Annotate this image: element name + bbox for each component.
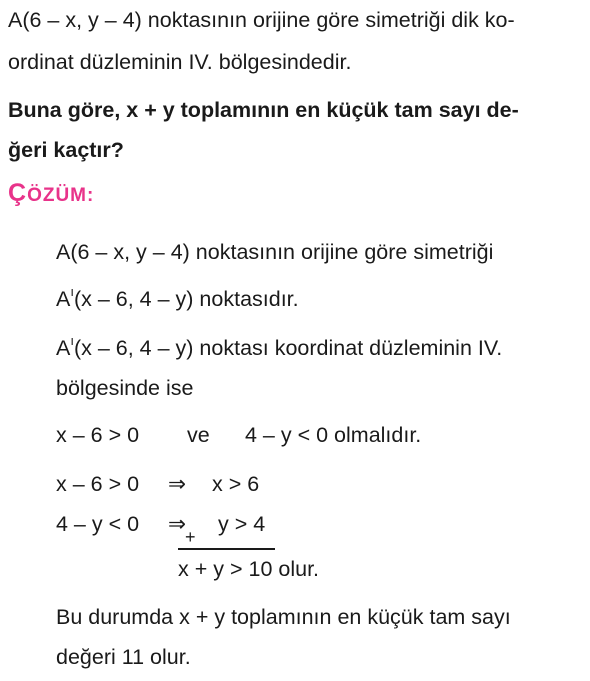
solution-line-4: bölgesinde ise bbox=[56, 376, 194, 400]
step-1-left: x – 6 > 0 bbox=[56, 472, 140, 496]
prime-mark: ı bbox=[70, 333, 74, 348]
inequality-y: 4 – y < 0 olmalıdır. bbox=[245, 423, 422, 447]
question-line-1: Buna göre, x + y toplamının en küçük tam sayı de- bbox=[8, 98, 519, 122]
sum-result: x + y > 10 olur. bbox=[178, 557, 320, 581]
step-1-right: x > 6 bbox=[212, 472, 260, 496]
problem-line-1: A(6 – x, y – 4) noktasının orijine göre simetriği dik ko- bbox=[8, 8, 515, 32]
step-2-right: y > 4 bbox=[218, 512, 266, 536]
solution-line-1: A(6 – x, y – 4) noktasının orijine göre simetriği bbox=[56, 240, 494, 264]
conclusion-line-2: değeri 11 olur. bbox=[56, 645, 191, 669]
question-line-2: ğeri kaçtır? bbox=[8, 138, 124, 162]
implies-arrow-icon: ⇒ bbox=[168, 512, 187, 536]
solution-line-2-text: (x – 6, 4 – y) noktasıdır. bbox=[73, 287, 299, 311]
solution-heading-initial: Ç bbox=[8, 179, 28, 207]
implies-arrow-icon: ⇒ bbox=[168, 472, 187, 496]
point-a-prime-letter: A bbox=[56, 287, 71, 311]
conjunction-ve: ve bbox=[187, 423, 210, 447]
prime-mark: ı bbox=[70, 284, 74, 299]
point-a-prime-letter: A bbox=[56, 336, 71, 360]
plus-sign: + bbox=[185, 527, 196, 547]
sum-rule-line bbox=[178, 548, 275, 550]
conclusion-line-1: Bu durumda x + y toplamının en küçük tam sayı bbox=[56, 605, 511, 629]
problem-line-2: ordinat düzleminin IV. bölgesindedir. bbox=[8, 50, 352, 74]
inequality-x: x – 6 > 0 bbox=[56, 423, 140, 447]
solution-line-3-text: (x – 6, 4 – y) noktası koordinat düzleminin IV. bbox=[73, 336, 503, 360]
step-2-left: 4 – y < 0 bbox=[56, 512, 140, 536]
solution-heading-rest: ÖZÜM: bbox=[27, 185, 95, 206]
solution-line-2 bbox=[56, 284, 299, 312]
solution-line-3 bbox=[56, 333, 503, 361]
solution-heading bbox=[8, 179, 94, 208]
